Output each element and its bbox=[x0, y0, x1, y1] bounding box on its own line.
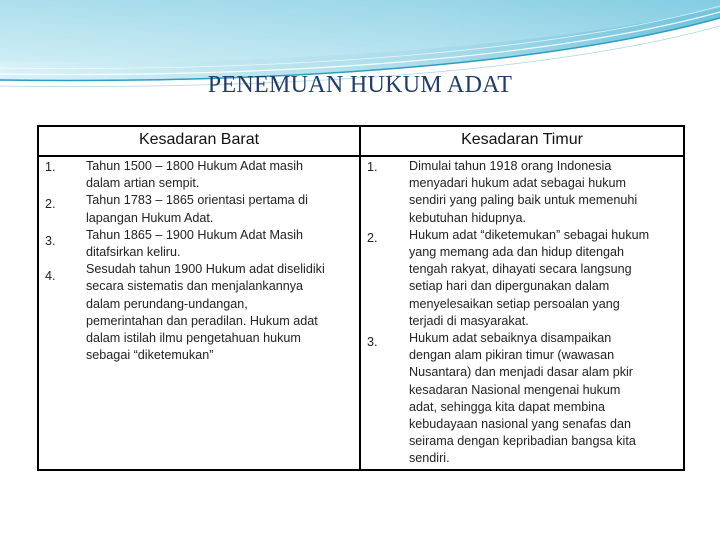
barat-item-number: 2. bbox=[45, 197, 56, 211]
barat-item-number: 1. bbox=[45, 160, 56, 174]
timur-text-column bbox=[409, 158, 683, 468]
barat-text-line: secara sistematis dan menjalankannya bbox=[86, 279, 304, 294]
column-divider bbox=[359, 125, 361, 471]
header-kesadaran-timur: Kesadaran Timur bbox=[461, 131, 583, 148]
barat-item-number: 4. bbox=[45, 269, 56, 283]
timur-text-line: Dimulai tahun 1918 orang Indonesia bbox=[409, 159, 612, 173]
timur-text-line: Hukum adat sebaiknya disampaikan bbox=[409, 331, 612, 346]
header-divider bbox=[37, 155, 685, 157]
timur-text-line: dengan alam pikiran timur (wawasan bbox=[409, 348, 615, 363]
timur-item-number: 2. bbox=[367, 231, 378, 245]
timur-text-line: sendiri yang paling baik untuk memenuhi bbox=[409, 193, 638, 208]
barat-text-line: dalam istilah ilmu pengetahuan hukum bbox=[86, 331, 301, 346]
timur-text-line: setiap hari dan dipergunakan dalam bbox=[409, 279, 610, 294]
barat-item-number: 3. bbox=[45, 234, 56, 248]
timur-text-line: kebudayaan nasional yang senafas dan bbox=[409, 417, 631, 432]
barat-text-line: ditafsirkan keliru. bbox=[86, 245, 181, 260]
barat-text-line: Sesudah tahun 1900 Hukum adat diselidiki bbox=[86, 262, 325, 277]
barat-text-line: pemerintahan dan peradilan. Hukum adat bbox=[86, 313, 318, 328]
barat-text-line: Tahun 1865 – 1900 Hukum Adat Masih bbox=[86, 227, 304, 242]
timur-text-line: terjadi di masyarakat. bbox=[409, 313, 529, 328]
barat-text-line: Tahun 1783 – 1865 orientasi pertama di bbox=[86, 193, 308, 208]
timur-text-line: menyelesaikan setiap persoalan yang bbox=[409, 296, 620, 311]
barat-text-line: sebagai “diketemukan” bbox=[86, 348, 214, 363]
timur-text-line: yang memang ada dan hidup ditengah bbox=[409, 245, 624, 260]
timur-item-number: 1. bbox=[367, 160, 378, 174]
header-kesadaran-barat: Kesadaran Barat bbox=[138, 131, 260, 148]
barat-text-line: dalam perundang-undangan, bbox=[86, 296, 248, 311]
timur-text-line: Hukum adat “diketemukan” sebagai hukum bbox=[409, 227, 650, 242]
barat-text-line: Tahun 1500 – 1800 Hukum Adat masih bbox=[86, 159, 304, 173]
timur-text-line: kesadaran Nasional mengenai hukum bbox=[409, 382, 621, 397]
barat-text-column bbox=[86, 158, 356, 364]
barat-text-line: dalam artian sempit. bbox=[86, 176, 200, 191]
slide-title: PENEMUAN HUKUM ADAT bbox=[207, 72, 513, 98]
timur-text-line: sendiri. bbox=[409, 451, 450, 466]
timur-text-line: menyadari hukum adat sebagai hukum bbox=[409, 176, 627, 191]
timur-text-line: kebutuhan hidupnya. bbox=[409, 210, 526, 225]
timur-text-line: Nusantara) dan menjadi dasar alam pkir bbox=[409, 365, 634, 380]
timur-text-line: tengah rakyat, dihayati secara langsung bbox=[409, 262, 632, 277]
barat-text-line: lapangan Hukum Adat. bbox=[86, 210, 214, 225]
timur-text-line: seirama dengan kepribadian bangsa kita bbox=[409, 434, 636, 449]
timur-item-number: 3. bbox=[367, 335, 378, 349]
timur-text-line: adat, sehingga kita dapat membina bbox=[409, 399, 606, 414]
